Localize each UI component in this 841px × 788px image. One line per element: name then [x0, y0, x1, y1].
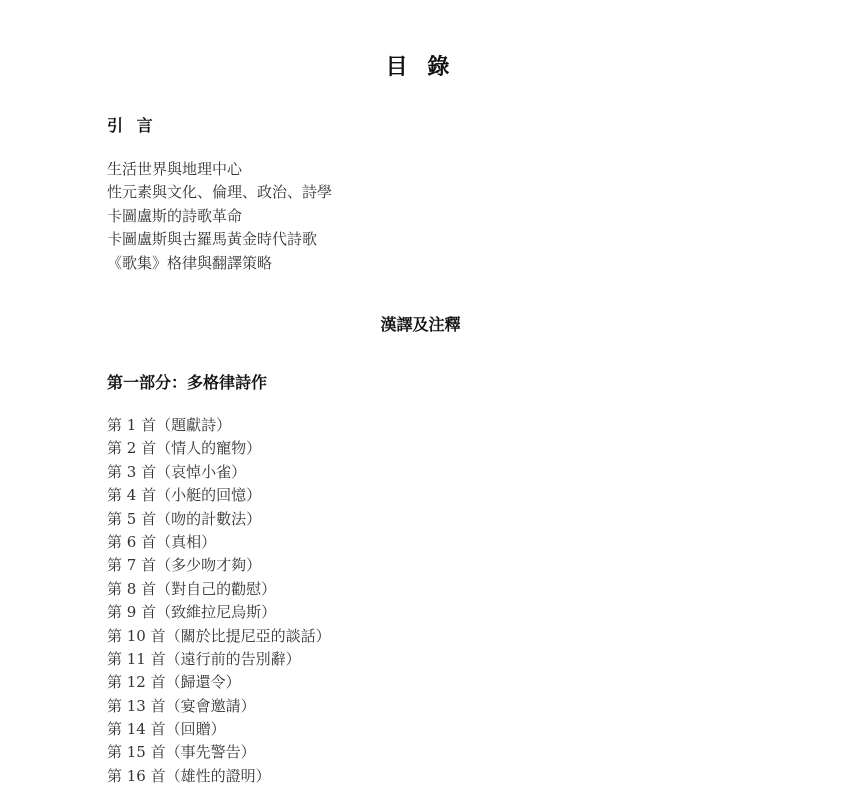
poem-item: 第 4 首（小艇的回憶）: [107, 486, 262, 505]
intro-item: 卡圖盧斯的詩歌革命: [107, 206, 243, 225]
intro-heading: 引 言: [107, 116, 157, 135]
page-title: 目 錄: [385, 55, 456, 80]
poem-item: 第 6 首（真相）: [107, 532, 217, 551]
poem-item: 第 2 首（情人的寵物）: [107, 439, 262, 458]
intro-item: 卡圖盧斯與古羅馬黃金時代詩歌: [107, 230, 318, 249]
poem-item: 第 14 首（回贈）: [107, 720, 226, 739]
poem-item: 第 3 首（哀悼小雀）: [107, 462, 247, 481]
poem-item: 第 8 首（對自己的勸慰）: [107, 579, 277, 598]
intro-item: 《歌集》格律與翻譯策略: [107, 253, 273, 272]
poem-item: 第 5 首（吻的計數法）: [107, 509, 262, 528]
poem-item: 第 16 首（雄性的證明）: [107, 766, 271, 785]
poem-item: 第 10 首（關於比提尼亞的談話）: [107, 626, 331, 645]
poem-item: 第 7 首（多少吻才夠）: [107, 556, 262, 575]
intro-item: 生活世界與地理中心: [107, 160, 243, 178]
poem-item: 第 1 首（題獻詩）: [107, 416, 232, 434]
poem-item: 第 11 首（遠行前的告別辭）: [107, 649, 301, 668]
intro-item: 性元素與文化、倫理、政治、詩學: [107, 183, 333, 202]
poem-item: 第 15 首（事先警告）: [107, 743, 256, 762]
poem-item: 第 9 首（致維拉尼烏斯）: [107, 603, 277, 622]
intro-list: [107, 158, 332, 275]
poem-item: 第 12 首（歸還令）: [107, 673, 241, 692]
poem-list: [107, 414, 331, 788]
section-heading: 漢譯及注釋: [380, 315, 461, 334]
poem-item: 第 13 首（宴會邀請）: [107, 696, 256, 715]
part-one-heading: 第一部分：多格律詩作: [107, 373, 268, 392]
